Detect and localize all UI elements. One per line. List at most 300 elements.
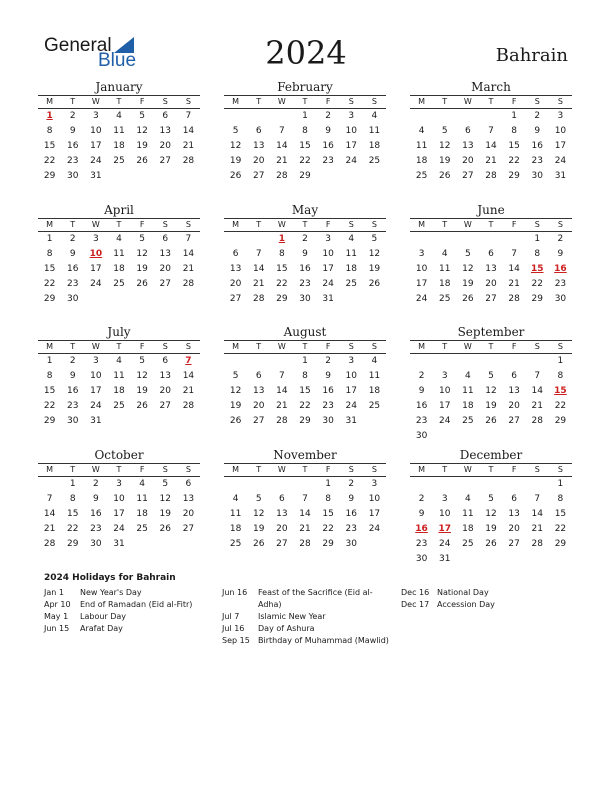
day-cell: 3 bbox=[441, 371, 448, 381]
day-cell: 7 bbox=[185, 111, 192, 121]
day-cell: 11 bbox=[113, 249, 125, 259]
day-cell: 9 bbox=[534, 126, 541, 136]
weekday-label: S bbox=[162, 97, 168, 106]
weekday-label: W bbox=[91, 465, 100, 474]
weekday-label: W bbox=[463, 220, 472, 229]
day-cell: 13 bbox=[229, 264, 242, 274]
day-cell: 19 bbox=[368, 264, 381, 274]
day-cell: 15 bbox=[43, 264, 56, 274]
month-name: January bbox=[95, 80, 143, 94]
weekday-label: F bbox=[511, 465, 517, 474]
day-cell: 20 bbox=[508, 401, 520, 411]
holiday-date: Jan 1 bbox=[44, 588, 64, 597]
day-cell: 30 bbox=[554, 294, 567, 304]
day-cell: 2 bbox=[418, 494, 425, 504]
day-cell: 3 bbox=[92, 234, 99, 244]
day-cell: 18 bbox=[462, 524, 474, 534]
day-cell: 28 bbox=[508, 294, 520, 304]
weekday-label: T bbox=[116, 465, 122, 474]
day-cell: 13 bbox=[159, 249, 171, 259]
day-cell: 11 bbox=[136, 494, 148, 504]
day-cell: 31 bbox=[554, 171, 567, 181]
day-cell: 17 bbox=[438, 401, 451, 411]
day-cell: 13 bbox=[485, 264, 497, 274]
weekday-label: S bbox=[348, 220, 354, 229]
holiday-date bbox=[222, 599, 258, 611]
day-cell: 4 bbox=[139, 479, 145, 489]
day-cell: 3 bbox=[92, 111, 99, 121]
day-grid bbox=[410, 232, 572, 307]
day-cell: 10 bbox=[368, 494, 381, 504]
day-cell: 14 bbox=[485, 141, 497, 151]
day-cell: 5 bbox=[162, 479, 169, 489]
day-cell: 25 bbox=[462, 539, 474, 549]
day-cell: 7 bbox=[255, 249, 262, 259]
day-cell: 30 bbox=[415, 431, 428, 441]
day-grid bbox=[224, 354, 386, 429]
holiday-day-cell: 15 bbox=[531, 264, 544, 274]
day-cell: 7 bbox=[278, 126, 285, 136]
weekday-label: S bbox=[557, 465, 563, 474]
day-cell: 16 bbox=[299, 264, 311, 274]
weekday-label: S bbox=[162, 342, 168, 351]
holiday-column bbox=[222, 587, 389, 647]
day-cell: 13 bbox=[182, 494, 195, 504]
day-cell: 14 bbox=[276, 386, 288, 396]
day-cell: 17 bbox=[90, 386, 102, 396]
weekday-label: T bbox=[70, 465, 76, 474]
day-cell: 21 bbox=[43, 524, 56, 534]
holiday-day-cell: 1 bbox=[278, 234, 285, 244]
holiday-name: Birthday of Muhammad (Mawlid) bbox=[258, 636, 389, 645]
holiday-day-cell: 17 bbox=[438, 524, 451, 534]
day-cell: 7 bbox=[488, 126, 494, 136]
day-cell: 6 bbox=[464, 126, 471, 136]
day-cell: 13 bbox=[252, 386, 265, 396]
day-cell: 7 bbox=[534, 371, 541, 381]
weekday-label: S bbox=[162, 220, 168, 229]
weekday-label: F bbox=[325, 220, 331, 229]
holiday-date: Apr 10 bbox=[44, 600, 71, 609]
weekday-label: T bbox=[256, 220, 262, 229]
day-cell: 31 bbox=[322, 294, 334, 304]
holiday-column bbox=[44, 587, 192, 635]
weekday-label: T bbox=[116, 97, 122, 106]
weekday-label: S bbox=[534, 465, 540, 474]
holiday-name: Adha) bbox=[258, 600, 282, 609]
day-cell: 6 bbox=[162, 111, 169, 121]
day-cell: 28 bbox=[43, 539, 56, 549]
weekday-label: M bbox=[418, 97, 426, 106]
day-grid bbox=[38, 354, 200, 429]
month-june bbox=[410, 202, 572, 307]
day-cell: 3 bbox=[325, 234, 331, 244]
day-cell: 14 bbox=[531, 386, 543, 396]
day-cell: 13 bbox=[252, 141, 265, 151]
day-cell: 23 bbox=[90, 524, 102, 534]
holiday-name: Day of Ashura bbox=[258, 624, 315, 633]
day-grid bbox=[224, 232, 386, 307]
day-cell: 12 bbox=[252, 509, 265, 519]
day-cell: 13 bbox=[159, 126, 171, 136]
day-cell: 4 bbox=[371, 111, 378, 121]
weekday-label: T bbox=[488, 465, 494, 474]
day-cell: 7 bbox=[185, 234, 192, 244]
day-cell: 4 bbox=[464, 371, 471, 381]
empty-day-cell bbox=[293, 477, 316, 492]
holiday-name: Arafat Day bbox=[80, 624, 123, 633]
weekday-label: M bbox=[232, 97, 240, 106]
day-cell: 22 bbox=[554, 524, 567, 534]
day-cell: 8 bbox=[557, 494, 564, 504]
weekday-label: T bbox=[488, 220, 494, 229]
day-cell: 6 bbox=[232, 249, 239, 259]
day-cell: 25 bbox=[136, 524, 148, 534]
day-cell: 25 bbox=[368, 156, 381, 166]
weekday-label: S bbox=[185, 465, 191, 474]
day-cell: 14 bbox=[182, 126, 195, 136]
weekday-label: S bbox=[557, 342, 563, 351]
day-cell: 7 bbox=[511, 249, 517, 259]
weekday-label: F bbox=[139, 465, 145, 474]
weekday-label: S bbox=[185, 220, 191, 229]
day-cell: 26 bbox=[438, 171, 451, 181]
empty-day-cell bbox=[479, 354, 502, 369]
day-cell: 1 bbox=[511, 111, 517, 121]
holidays-title: 2024 Holidays for Bahrain bbox=[44, 573, 176, 583]
weekday-label: F bbox=[511, 342, 517, 351]
day-cell: 15 bbox=[43, 141, 56, 151]
month-october bbox=[38, 447, 200, 552]
weekday-header-row bbox=[224, 218, 386, 232]
day-cell: 15 bbox=[299, 386, 311, 396]
day-cell: 2 bbox=[92, 479, 99, 489]
day-cell: 8 bbox=[46, 371, 53, 381]
empty-day-cell bbox=[247, 232, 270, 247]
weekday-label: F bbox=[325, 465, 331, 474]
day-cell: 12 bbox=[462, 264, 474, 274]
day-cell: 24 bbox=[90, 156, 102, 166]
day-cell: 5 bbox=[464, 249, 471, 259]
day-cell: 17 bbox=[90, 264, 102, 274]
weekday-label: S bbox=[371, 465, 377, 474]
day-cell: 10 bbox=[322, 249, 334, 259]
holiday-name: New Year's Day bbox=[80, 588, 142, 597]
day-cell: 29 bbox=[43, 171, 56, 181]
day-cell: 22 bbox=[299, 401, 311, 411]
weekday-label: W bbox=[277, 342, 286, 351]
holiday-item bbox=[222, 623, 389, 635]
day-cell: 4 bbox=[418, 126, 425, 136]
holiday-date: Sep 15 bbox=[222, 636, 250, 645]
day-cell: 4 bbox=[348, 234, 355, 244]
day-cell: 19 bbox=[485, 524, 497, 534]
holiday-item bbox=[222, 611, 389, 623]
day-cell: 31 bbox=[438, 554, 451, 564]
empty-day-cell bbox=[456, 232, 479, 247]
day-cell: 10 bbox=[90, 371, 102, 381]
day-cell: 16 bbox=[66, 386, 79, 396]
day-cell: 22 bbox=[66, 524, 79, 534]
day-cell: 9 bbox=[325, 371, 331, 381]
day-cell: 27 bbox=[252, 171, 265, 181]
day-cell: 2 bbox=[69, 111, 76, 121]
weekday-label: T bbox=[116, 342, 122, 351]
empty-day-cell bbox=[479, 232, 502, 247]
month-november bbox=[224, 447, 386, 552]
weekday-label: S bbox=[534, 220, 540, 229]
day-cell: 8 bbox=[534, 249, 541, 259]
day-cell: 30 bbox=[66, 416, 79, 426]
weekday-label: T bbox=[70, 342, 76, 351]
holiday-item bbox=[44, 611, 192, 623]
day-cell: 4 bbox=[441, 249, 448, 259]
empty-day-cell bbox=[270, 477, 293, 492]
day-cell: 30 bbox=[415, 554, 428, 564]
day-cell: 6 bbox=[162, 234, 169, 244]
day-cell: 10 bbox=[113, 494, 125, 504]
weekday-label: W bbox=[277, 97, 286, 106]
day-cell: 3 bbox=[116, 479, 122, 489]
day-cell: 23 bbox=[66, 401, 79, 411]
weekday-label: T bbox=[442, 220, 448, 229]
day-cell: 14 bbox=[252, 264, 265, 274]
weekday-label: S bbox=[534, 342, 540, 351]
weekday-header-row bbox=[410, 218, 572, 232]
day-cell: 22 bbox=[508, 156, 520, 166]
day-cell: 18 bbox=[113, 141, 125, 151]
day-cell: 27 bbox=[182, 524, 195, 534]
day-cell: 2 bbox=[418, 371, 425, 381]
weekday-label: F bbox=[325, 97, 331, 106]
logo-blue-text: Blue bbox=[98, 50, 137, 71]
empty-day-cell bbox=[433, 354, 456, 369]
day-cell: 8 bbox=[46, 249, 53, 259]
day-cell: 24 bbox=[345, 156, 357, 166]
day-cell: 16 bbox=[322, 141, 334, 151]
day-cell: 27 bbox=[276, 539, 288, 549]
day-cell: 26 bbox=[229, 171, 242, 181]
day-cell: 1 bbox=[557, 356, 564, 366]
month-august bbox=[224, 324, 386, 429]
day-cell: 8 bbox=[557, 371, 564, 381]
day-cell: 19 bbox=[438, 156, 451, 166]
page-title: 2024 bbox=[265, 34, 347, 72]
day-cell: 23 bbox=[345, 524, 357, 534]
holiday-name: National Day bbox=[437, 588, 489, 597]
day-grid bbox=[410, 354, 572, 444]
weekday-label: M bbox=[232, 342, 240, 351]
month-name: February bbox=[277, 80, 333, 94]
day-cell: 23 bbox=[66, 279, 79, 289]
day-cell: 1 bbox=[46, 356, 53, 366]
day-cell: 9 bbox=[418, 386, 425, 396]
weekday-header-row bbox=[410, 463, 572, 477]
day-cell: 10 bbox=[345, 371, 357, 381]
month-april bbox=[38, 202, 200, 307]
weekday-label: M bbox=[46, 220, 54, 229]
day-cell: 25 bbox=[229, 539, 242, 549]
day-cell: 4 bbox=[371, 356, 378, 366]
weekday-label: W bbox=[463, 342, 472, 351]
empty-day-cell bbox=[479, 477, 502, 492]
day-cell: 3 bbox=[418, 249, 425, 259]
weekday-label: T bbox=[302, 465, 308, 474]
day-cell: 11 bbox=[345, 249, 357, 259]
day-cell: 16 bbox=[90, 509, 102, 519]
holiday-date: Jun 16 bbox=[222, 588, 248, 597]
weekday-label: W bbox=[91, 342, 100, 351]
day-cell: 14 bbox=[508, 264, 520, 274]
day-cell: 26 bbox=[159, 524, 171, 534]
day-cell: 12 bbox=[229, 141, 242, 151]
day-cell: 20 bbox=[508, 524, 520, 534]
day-cell: 24 bbox=[438, 416, 451, 426]
day-cell: 16 bbox=[345, 509, 357, 519]
day-cell: 5 bbox=[488, 371, 494, 381]
weekday-label: M bbox=[418, 220, 426, 229]
holiday-column bbox=[401, 587, 495, 611]
day-cell: 3 bbox=[441, 494, 448, 504]
weekday-label: F bbox=[511, 97, 517, 106]
day-cell: 5 bbox=[232, 371, 239, 381]
day-cell: 16 bbox=[531, 141, 543, 151]
day-cell: 19 bbox=[136, 386, 148, 396]
day-cell: 1 bbox=[302, 111, 308, 121]
day-cell: 8 bbox=[69, 494, 76, 504]
day-cell: 26 bbox=[368, 279, 381, 289]
day-cell: 13 bbox=[276, 509, 288, 519]
day-cell: 29 bbox=[508, 171, 520, 181]
day-cell: 19 bbox=[462, 279, 474, 289]
day-cell: 29 bbox=[299, 416, 311, 426]
month-march bbox=[410, 79, 572, 184]
day-cell: 16 bbox=[322, 386, 334, 396]
month-name: December bbox=[459, 448, 523, 462]
day-cell: 8 bbox=[46, 126, 53, 136]
empty-day-cell bbox=[433, 109, 456, 124]
day-cell: 5 bbox=[232, 126, 239, 136]
day-cell: 7 bbox=[534, 494, 541, 504]
empty-day-cell bbox=[503, 232, 526, 247]
day-cell: 11 bbox=[113, 126, 125, 136]
day-cell: 17 bbox=[345, 386, 357, 396]
day-cell: 3 bbox=[557, 111, 564, 121]
day-cell: 23 bbox=[322, 156, 334, 166]
day-cell: 29 bbox=[299, 171, 311, 181]
day-cell: 7 bbox=[302, 494, 308, 504]
day-cell: 22 bbox=[43, 401, 56, 411]
weekday-label: T bbox=[256, 97, 262, 106]
day-cell: 23 bbox=[322, 401, 334, 411]
day-cell: 25 bbox=[438, 294, 451, 304]
day-grid bbox=[38, 232, 200, 307]
empty-day-cell bbox=[410, 232, 433, 247]
day-cell: 15 bbox=[554, 509, 567, 519]
day-cell: 8 bbox=[511, 126, 517, 136]
weekday-label: S bbox=[185, 97, 191, 106]
weekday-label: M bbox=[232, 465, 240, 474]
holiday-date: Dec 17 bbox=[401, 600, 430, 609]
holiday-item bbox=[44, 599, 192, 611]
day-cell: 18 bbox=[113, 264, 125, 274]
day-cell: 6 bbox=[511, 494, 517, 504]
holiday-item bbox=[222, 635, 389, 647]
day-cell: 15 bbox=[299, 141, 311, 151]
weekday-label: T bbox=[70, 220, 76, 229]
day-cell: 6 bbox=[162, 356, 169, 366]
weekday-header-row bbox=[38, 463, 200, 477]
weekday-label: S bbox=[371, 97, 377, 106]
day-cell: 24 bbox=[554, 156, 567, 166]
day-cell: 11 bbox=[462, 386, 474, 396]
day-cell: 28 bbox=[485, 171, 497, 181]
holiday-item bbox=[222, 587, 389, 599]
day-grid bbox=[224, 477, 386, 552]
day-cell: 28 bbox=[182, 401, 195, 411]
holiday-name: Labour Day bbox=[80, 612, 127, 621]
day-cell: 12 bbox=[485, 386, 497, 396]
day-cell: 27 bbox=[508, 416, 520, 426]
day-cell: 25 bbox=[415, 171, 428, 181]
day-cell: 12 bbox=[136, 249, 148, 259]
day-cell: 31 bbox=[345, 416, 357, 426]
month-name: November bbox=[273, 448, 337, 462]
day-cell: 27 bbox=[159, 279, 171, 289]
day-cell: 24 bbox=[438, 539, 451, 549]
day-grid bbox=[410, 477, 572, 567]
day-cell: 8 bbox=[302, 371, 308, 381]
day-cell: 10 bbox=[438, 509, 451, 519]
weekday-label: M bbox=[46, 342, 54, 351]
day-cell: 2 bbox=[348, 479, 355, 489]
month-name: June bbox=[477, 203, 505, 217]
day-cell: 29 bbox=[276, 294, 288, 304]
empty-day-cell bbox=[224, 354, 247, 369]
month-name: April bbox=[104, 203, 134, 217]
weekday-label: W bbox=[277, 465, 286, 474]
day-grid bbox=[410, 109, 572, 184]
day-cell: 6 bbox=[278, 494, 285, 504]
day-cell: 30 bbox=[345, 539, 357, 549]
day-cell: 9 bbox=[557, 249, 564, 259]
holiday-day-cell: 16 bbox=[415, 524, 428, 534]
day-cell: 3 bbox=[371, 479, 378, 489]
day-cell: 17 bbox=[554, 141, 567, 151]
day-cell: 22 bbox=[299, 156, 311, 166]
day-cell: 27 bbox=[159, 401, 171, 411]
day-cell: 11 bbox=[462, 509, 474, 519]
empty-day-cell bbox=[456, 354, 479, 369]
day-cell: 3 bbox=[92, 356, 99, 366]
empty-day-cell bbox=[270, 109, 293, 124]
day-cell: 25 bbox=[368, 401, 381, 411]
weekday-label: W bbox=[91, 220, 100, 229]
day-cell: 20 bbox=[159, 141, 171, 151]
month-december bbox=[410, 447, 572, 567]
day-cell: 4 bbox=[464, 494, 471, 504]
empty-day-cell bbox=[433, 232, 456, 247]
weekday-label: T bbox=[256, 342, 262, 351]
day-cell: 25 bbox=[462, 416, 474, 426]
day-cell: 13 bbox=[159, 371, 171, 381]
holiday-item bbox=[401, 587, 495, 599]
day-cell: 9 bbox=[69, 249, 76, 259]
day-cell: 24 bbox=[368, 524, 381, 534]
day-cell: 24 bbox=[113, 524, 125, 534]
day-cell: 4 bbox=[232, 494, 239, 504]
empty-day-cell bbox=[526, 354, 549, 369]
